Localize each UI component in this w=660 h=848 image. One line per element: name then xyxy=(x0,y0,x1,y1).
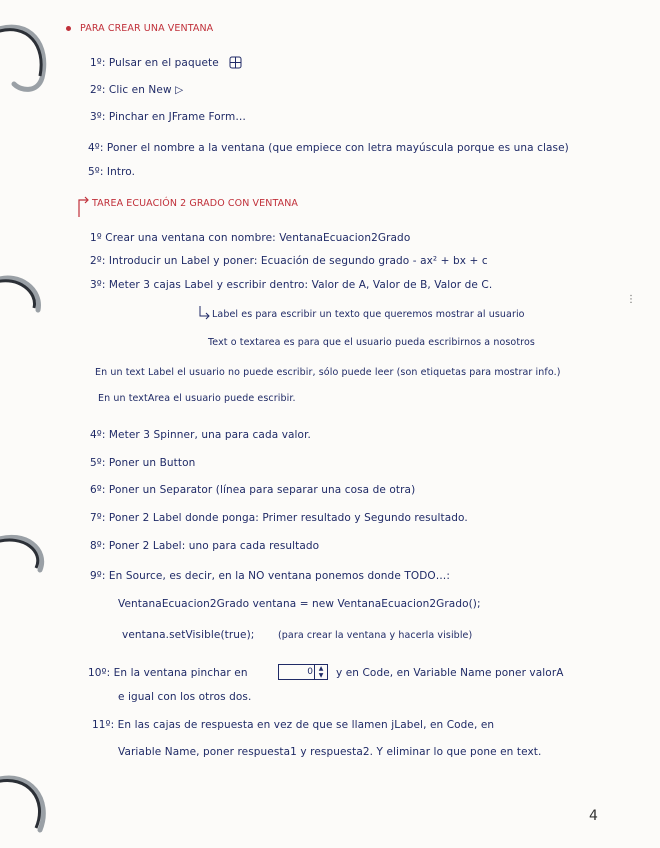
note-textlabel: En un text Label el usuario no puede escribir, sólo puede leer (son etiquetas para mostrar info.) xyxy=(95,367,561,378)
title-bullet xyxy=(66,26,71,31)
step-5: 5º: Intro. xyxy=(88,166,136,178)
task-step-10-cont: y en Code, en Variable Name poner valorA xyxy=(336,667,564,679)
package-icon xyxy=(229,56,242,69)
page-number: 4 xyxy=(589,808,598,824)
step-3: 3º: Pinchar en JFrame Form… xyxy=(90,111,246,123)
step-2: 2º: Clic en New ▷ xyxy=(90,84,184,96)
task-step-11: 11º: En las cajas de respuesta en vez de que se llamen jLabel, en Code, en xyxy=(92,719,495,731)
step-1: 1º: Pulsar en el paquete xyxy=(90,57,219,69)
binder-rings xyxy=(0,0,70,848)
hook-arrow-icon xyxy=(198,306,210,320)
code-line-2: ventana.setVisible(true); xyxy=(122,629,255,641)
task-step-10-end: e igual con los otros dos. xyxy=(118,691,252,703)
task-step-3: 3º: Meter 3 cajas Label y escribir dentro: Valor de A, Valor de B, Valor de C. xyxy=(90,279,493,291)
note-textarea: En un textArea el usuario puede escribir. xyxy=(98,393,296,404)
note-text: Text o textarea es para que el usuario pueda escribirnos a nosotros xyxy=(208,337,535,348)
task-step-10: 10º: En la ventana pinchar en xyxy=(88,667,248,679)
margin-dots: ⋮ xyxy=(626,294,636,305)
task-step-11-cont: Variable Name, poner respuesta1 y respuesta2. Y eliminar lo que pone en text. xyxy=(118,746,542,758)
note-label: Label es para escribir un texto que queremos mostrar al usuario xyxy=(212,309,525,320)
spinner-value: 0 xyxy=(307,667,313,677)
task-step-8: 8º: Poner 2 Label: uno para cada resultado xyxy=(90,540,320,552)
spinner-arrows-icon: ▲ ▼ xyxy=(314,665,327,679)
code-line-1: VentanaEcuacion2Grado ventana = new VentanaEcuacion2Grado(); xyxy=(118,598,481,610)
task-step-1: 1º Crear una ventana con nombre: VentanaEcuacion2Grado xyxy=(90,232,411,244)
step-4: 4º: Poner el nombre a la ventana (que empiece con letra mayúscula porque es una clase) xyxy=(88,142,569,154)
task-step-4: 4º: Meter 3 Spinner, una para cada valor. xyxy=(90,429,311,441)
task-step-7: 7º: Poner 2 Label donde ponga: Primer resultado y Segundo resultado. xyxy=(90,512,468,524)
code-note: (para crear la ventana y hacerla visible) xyxy=(278,630,473,641)
task-step-9: 9º: En Source, es decir, en la NO ventana ponemos donde TODO…: xyxy=(90,570,450,582)
task-step-2: 2º: Introducir un Label y poner: Ecuación de segundo grado - ax² + bx + c xyxy=(90,255,488,267)
task-title: TAREA ECUACIÓN 2 GRADO CON VENTANA xyxy=(92,198,299,209)
spinner-sketch xyxy=(278,664,328,680)
task-step-6: 6º: Poner un Separator (línea para separar una cosa de otra) xyxy=(90,484,416,496)
task-step-5: 5º: Poner un Button xyxy=(90,457,196,469)
arrow-icon xyxy=(76,196,90,218)
section-title: PARA CREAR UNA VENTANA xyxy=(80,23,214,34)
